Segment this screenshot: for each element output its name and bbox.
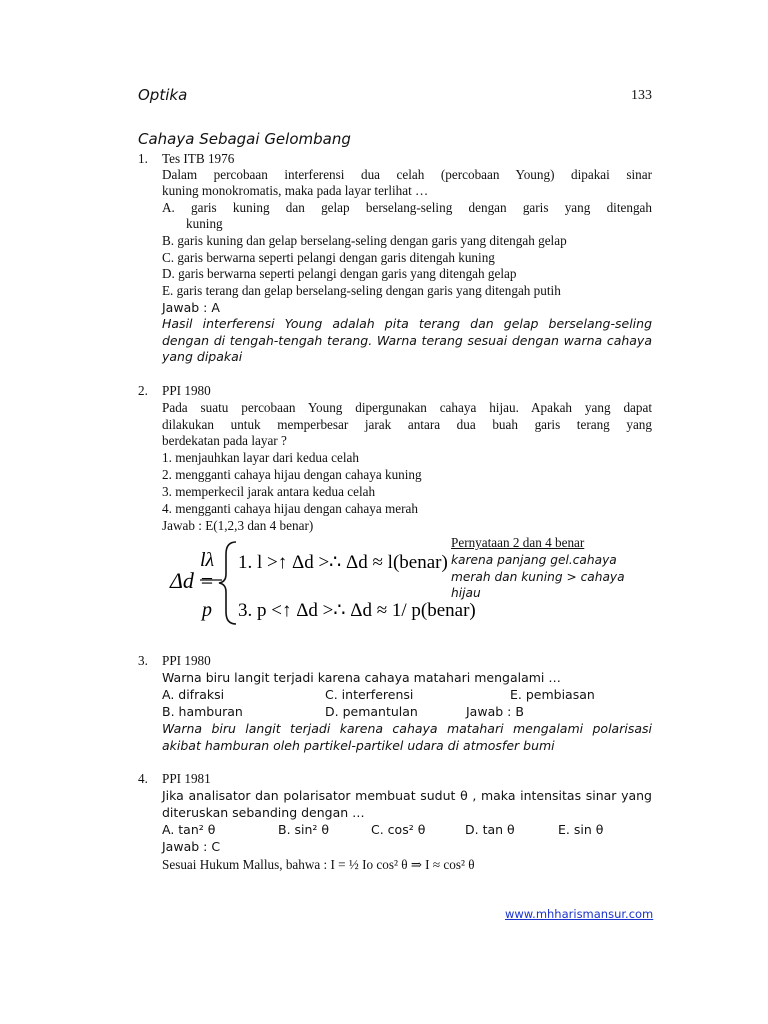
explanation-line: Hasil interferensi Young adalah pita terang dan gelap berselang-seling <box>162 316 652 331</box>
explanation-line: akibat hamburan oleh partikel-partikel udara di atmosfer bumi <box>162 738 555 753</box>
question-source: PPI 1980 <box>162 653 211 668</box>
question-number: 4. <box>138 771 148 786</box>
answer: Jawab : C <box>162 839 221 854</box>
question-number: 2. <box>138 383 148 398</box>
formula-denominator: p <box>202 599 212 621</box>
note-line: merah dan kuning > cahaya <box>451 570 625 584</box>
question-source: PPI 1981 <box>162 771 211 786</box>
question-stem: Warna biru langit terjadi karena cahaya matahari mengalami … <box>162 670 561 685</box>
explanation-line: yang dipakai <box>162 349 243 364</box>
option-a: A. difraksi <box>162 687 225 702</box>
question-stem-line: Pada suatu percobaan Young dipergunakan cahaya hijau. Apakah yang dapat <box>162 400 652 415</box>
formula-lhs: Δd = <box>170 568 215 593</box>
section-title: Cahaya Sebagai Gelombang <box>138 130 351 148</box>
question-stem-line: dilakukan untuk memperbesar jarak antara dua buah garis terang yang <box>162 417 652 432</box>
question-source: PPI 1980 <box>162 383 211 398</box>
option-c: C. cos² θ <box>371 822 426 837</box>
formula-numerator: lλ <box>200 549 215 571</box>
question-number: 3. <box>138 653 148 668</box>
answer: Jawab : B <box>466 704 524 719</box>
option-e: E. sin θ <box>558 822 604 837</box>
formula-case-2: 3. p <↑ Δd >∴ Δd ≈ 1/ p(benar) <box>238 600 476 621</box>
cases-brace <box>219 542 236 624</box>
option-d: D. tan θ <box>465 822 515 837</box>
option-b: B. hamburan <box>162 704 243 719</box>
option-b: B. garis kuning dan gelap berselang-seling dengan garis yang ditengah gelap <box>162 233 567 248</box>
question-stem-line: Dalam percobaan interferensi dua celah (percobaan Young) dipakai sinar <box>162 167 652 182</box>
answer: Jawab : A <box>162 300 220 315</box>
explanation-formula: Sesuai Hukum Mallus, bahwa : I = ½ Io cos² θ ⇒ I ≈ cos² θ <box>162 857 475 872</box>
page-number: 133 <box>631 88 652 103</box>
option-4: 4. mengganti cahaya hijau dengan cahaya merah <box>162 501 418 516</box>
option-d: D. pemantulan <box>325 704 418 719</box>
option-a: A. tan² θ <box>162 822 216 837</box>
option-a-cont: kuning <box>186 216 223 231</box>
option-2: 2. mengganti cahaya hijau dengan cahaya kuning <box>162 467 422 482</box>
option-1: 1. menjauhkan layar dari kedua celah <box>162 450 359 465</box>
question-source: Tes ITB 1976 <box>162 151 235 166</box>
chapter-title: Optika <box>138 86 188 104</box>
option-d: D. garis berwarna seperti pelangi dengan garis yang ditengah gelap <box>162 266 517 281</box>
question-stem-line: Jika analisator dan polarisator membuat sudut θ , maka intensitas sinar yang <box>162 788 652 803</box>
option-a: A. garis kuning dan gelap berselang-seling dengan garis yang ditengah <box>162 200 652 215</box>
option-e: E. garis terang dan gelap berselang-seling dengan garis yang ditengah putih <box>162 283 561 298</box>
note-line: karena panjang gel.cahaya <box>451 553 617 567</box>
question-stem-line: berdekatan pada layar ? <box>162 433 287 448</box>
option-c: C. interferensi <box>325 687 414 702</box>
option-b: B. sin² θ <box>278 822 330 837</box>
website-link[interactable]: www.mhharismansur.com <box>505 907 654 921</box>
question-number: 1. <box>138 151 148 166</box>
note-heading: Pernyataan 2 dan 4 benar <box>451 535 585 550</box>
question-stem-line: diteruskan sebanding dengan … <box>162 805 365 820</box>
note-line: hijau <box>451 586 481 600</box>
formula-case-1: 1. l >↑ Δd >∴ Δd ≈ l(benar) <box>238 552 448 573</box>
explanation-line: dengan di tengah-tengah terang. Warna terang sesuai dengan warna cahaya <box>162 333 652 348</box>
answer: Jawab : E(1,2,3 dan 4 benar) <box>162 518 314 533</box>
question-stem-line: kuning monokromatis, maka pada layar terlihat … <box>162 183 429 198</box>
explanation-line: Warna biru langit terjadi karena cahaya matahari mengalami polarisasi <box>162 721 652 736</box>
option-c: C. garis berwarna seperti pelangi dengan garis ditengah kuning <box>162 250 495 265</box>
option-e: E. pembiasan <box>510 687 595 702</box>
option-3: 3. memperkecil jarak antara kedua celah <box>162 484 376 499</box>
